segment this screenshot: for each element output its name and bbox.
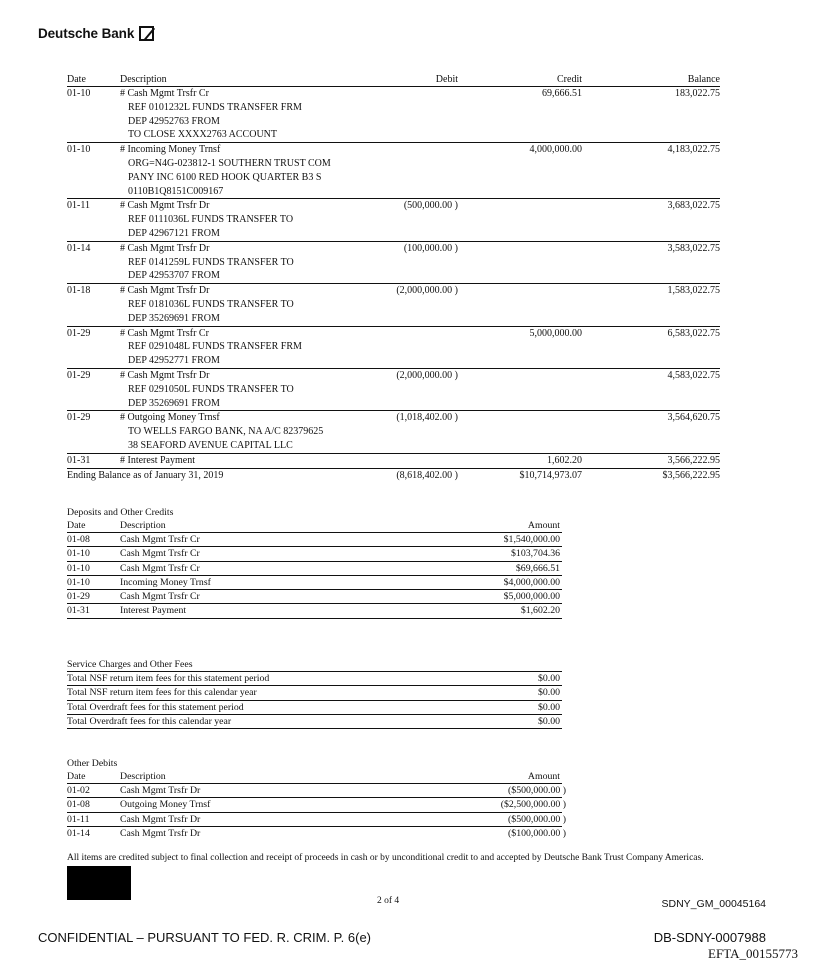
deposit-amount: $103,704.36 [511, 548, 560, 560]
deposits-header-amount: Amount [527, 520, 560, 531]
deposit-amount: $1,602.20 [520, 605, 560, 617]
header-description: Description [120, 74, 167, 85]
transaction-table-header [67, 73, 720, 87]
transaction-balance: 4,583,022.75 [667, 369, 720, 381]
deposit-date: 01-08 [67, 534, 90, 545]
transaction-detail-line: REF 0291050L FUNDS TRANSFER TO [128, 383, 294, 395]
transaction-date: 01-10 [67, 144, 91, 156]
deposits-header [67, 519, 562, 533]
transaction-credit: 69,666.51 [542, 88, 582, 99]
collection-footnote: All items are credited subject to final collection and receipt of proceeds in cash or by unconditional credit to and accepted by Deutsche Bank Trust Company Americas. [67, 853, 704, 863]
transaction-description-block [120, 411, 323, 452]
transaction-detail-line: REF 0291048L FUNDS TRANSFER FRM [128, 341, 302, 353]
other-debit-date: 01-11 [67, 813, 90, 825]
deposits-header-date: Date [67, 520, 86, 531]
transaction-balance: 3,566,222.95 [667, 454, 720, 466]
transaction-detail-line: 38 SEAFORD AVENUE CAPITAL LLC [128, 439, 293, 451]
fee-amount: $0.00 [537, 687, 560, 699]
deposit-date: 01-31 [67, 605, 90, 617]
deposits-title: Deposits and Other Credits [67, 507, 174, 518]
other-debit-date: 01-02 [67, 785, 90, 796]
fees-rows [67, 672, 562, 729]
fee-description: Total Overdraft fees for this statement period [67, 701, 244, 713]
transaction-description-block [120, 87, 302, 142]
transaction-row [67, 199, 720, 241]
transaction-date: 01-29 [67, 369, 91, 381]
transaction-description-block [120, 454, 195, 468]
deposit-row [67, 576, 562, 590]
transaction-debit: (2,000,000.00 ) [396, 369, 458, 381]
transaction-table [67, 73, 720, 483]
fee-description: Total Overdraft fees for this calendar year [67, 715, 232, 727]
efta-number: EFTA_00155773 [708, 946, 798, 961]
ending-debit: (8,618,402.00 ) [396, 469, 458, 481]
transaction-row [67, 411, 720, 453]
deposit-description: Cash Mgmt Trsfr Cr [120, 591, 200, 603]
transaction-debit: (2,000,000.00 ) [396, 285, 458, 297]
transaction-rows [67, 87, 720, 469]
deposit-description: Cash Mgmt Trsfr Cr [120, 562, 200, 574]
other-debit-date: 01-14 [67, 827, 90, 839]
transaction-credit: 1,602.20 [547, 454, 582, 466]
other-debit-description: Cash Mgmt Trsfr Dr [120, 813, 201, 825]
transaction-date: 01-10 [67, 88, 91, 99]
transaction-detail-line: DEP 42952771 FROM [128, 355, 220, 367]
transaction-credit: 4,000,000.00 [529, 144, 582, 156]
other-debit-amount: ($500,000.00 ) [508, 813, 566, 825]
transaction-balance: 3,683,022.75 [667, 200, 720, 212]
other-debit-row [67, 827, 566, 840]
transaction-balance: 1,583,022.75 [667, 285, 720, 297]
fee-row [67, 672, 562, 686]
other-debit-row [67, 784, 566, 798]
transaction-credit: 5,000,000.00 [529, 327, 582, 339]
deposit-date: 01-10 [67, 562, 90, 574]
transaction-date: 01-31 [67, 454, 91, 466]
other-debits-rows [67, 784, 566, 840]
transaction-description-block [120, 143, 331, 198]
other-debit-description: Cash Mgmt Trsfr Dr [120, 827, 201, 839]
other-debit-description: Cash Mgmt Trsfr Dr [120, 785, 201, 796]
fees-table [67, 658, 562, 729]
header-credit: Credit [557, 74, 582, 85]
other-debit-row [67, 813, 566, 827]
deposit-amount: $69,666.51 [515, 562, 560, 574]
bates-number-db-sdny: DB-SDNY-0007988 [653, 930, 766, 945]
fee-row [67, 686, 562, 700]
fee-amount: $0.00 [537, 673, 560, 684]
deposits-rows [67, 533, 562, 619]
fee-amount: $0.00 [537, 701, 560, 713]
header-date: Date [67, 74, 86, 85]
bank-logo [38, 26, 154, 41]
transaction-description: # Cash Mgmt Trsfr Dr [120, 285, 210, 297]
fee-description: Total NSF return item fees for this calendar year [67, 687, 257, 699]
transaction-date: 01-14 [67, 242, 91, 254]
other-debits-header-amount: Amount [527, 771, 560, 782]
other-debit-date: 01-08 [67, 799, 90, 811]
transaction-detail-line: TO CLOSE XXXX2763 ACCOUNT [128, 129, 277, 141]
deposit-row [67, 562, 562, 576]
transaction-detail-line: PANY INC 6100 RED HOOK QUARTER B3 S [128, 171, 322, 183]
other-debits-table [67, 757, 566, 840]
deposit-row [67, 590, 562, 604]
other-debits-title: Other Debits [67, 758, 118, 769]
transaction-detail-line: DEP 42967121 FROM [128, 227, 220, 239]
other-debits-header [67, 770, 562, 784]
transaction-description-block [120, 242, 294, 283]
transaction-description-block [120, 199, 293, 240]
transaction-detail-line: DEP 42953707 FROM [128, 270, 220, 282]
transaction-balance: 3,564,620.75 [667, 412, 720, 424]
other-debit-amount: ($2,500,000.00 ) [500, 799, 566, 811]
transaction-detail-line: DEP 35269691 FROM [128, 312, 220, 324]
fee-amount: $0.00 [537, 715, 560, 727]
deposits-header-description: Description [120, 520, 166, 531]
transaction-description-block [120, 327, 302, 368]
deposits-table [67, 506, 562, 619]
transaction-date: 01-29 [67, 327, 91, 339]
transaction-description-block [120, 369, 294, 410]
transaction-balance: 183,022.75 [675, 88, 720, 99]
transaction-debit: (100,000.00 ) [403, 242, 458, 254]
deposit-description: Incoming Money Trnsf [120, 576, 211, 588]
bank-name: Deutsche Bank [38, 26, 135, 41]
transaction-row [67, 143, 720, 199]
transaction-debit: (500,000.00 ) [403, 200, 458, 212]
other-debit-amount: ($500,000.00 ) [508, 785, 566, 796]
transaction-row [67, 87, 720, 143]
transaction-detail-line: DEP 35269691 FROM [128, 397, 220, 409]
deposit-amount: $1,540,000.00 [503, 534, 560, 545]
transaction-description-block [120, 284, 294, 325]
transaction-balance: 6,583,022.75 [667, 327, 720, 339]
fees-title: Service Charges and Other Fees [67, 658, 562, 672]
transaction-balance: 4,183,022.75 [667, 144, 720, 156]
ending-credit: $10,714,973.07 [519, 469, 582, 481]
transaction-debit: (1,018,402.00 ) [396, 412, 458, 424]
other-debit-amount: ($100,000.00 ) [508, 827, 566, 839]
deposit-row [67, 533, 562, 547]
fee-description: Total NSF return item fees for this statement period [67, 673, 270, 684]
transaction-detail-line: ORG=N4G-023812-1 SOUTHERN TRUST COM [128, 157, 331, 169]
db-slash-logo-icon [139, 26, 154, 41]
fee-row [67, 715, 562, 729]
transaction-description: # Interest Payment [120, 454, 195, 466]
redaction-box [67, 866, 131, 900]
deposit-date: 01-10 [67, 548, 90, 560]
transaction-row [67, 369, 720, 411]
confidential-notice: CONFIDENTIAL – PURSUANT TO FED. R. CRIM. P. 6(e) [38, 930, 372, 945]
deposit-row [67, 547, 562, 561]
deposit-row [67, 604, 562, 618]
fee-row [67, 701, 562, 715]
deposit-description: Interest Payment [120, 605, 187, 617]
ending-balance-label: Ending Balance as of January 31, 2019 [67, 469, 224, 481]
ending-balance-row [67, 469, 720, 483]
transaction-balance: 3,583,022.75 [667, 242, 720, 254]
other-debit-row [67, 798, 566, 812]
transaction-date: 01-18 [67, 285, 91, 297]
deposit-description: Cash Mgmt Trsfr Cr [120, 548, 200, 560]
other-debits-header-date: Date [67, 771, 86, 782]
transaction-description: # Incoming Money Trnsf [120, 144, 221, 156]
transaction-description: # Outgoing Money Trnsf [120, 412, 220, 424]
other-debits-header-description: Description [120, 771, 166, 782]
transaction-detail-line: REF 0141259L FUNDS TRANSFER TO [128, 256, 294, 268]
ending-balance: $3,566,222.95 [662, 469, 720, 481]
transaction-row [67, 454, 720, 469]
deposit-date: 01-29 [67, 591, 90, 603]
transaction-detail-line: TO WELLS FARGO BANK, NA A/C 82379625 [128, 426, 324, 438]
transaction-detail-line: REF 0111036L FUNDS TRANSFER TO [128, 214, 294, 226]
transaction-row [67, 242, 720, 284]
deposit-description: Cash Mgmt Trsfr Cr [120, 534, 200, 545]
header-debit: Debit [435, 74, 458, 85]
transaction-date: 01-29 [67, 412, 91, 424]
transaction-description: # Cash Mgmt Trsfr Dr [120, 200, 210, 212]
transaction-row [67, 284, 720, 326]
transaction-description: # Cash Mgmt Trsfr Dr [120, 242, 210, 254]
deposit-amount: $5,000,000.00 [503, 591, 560, 603]
deposit-amount: $4,000,000.00 [503, 576, 560, 588]
transaction-detail-line: DEP 42952763 FROM [128, 115, 220, 127]
transaction-description: # Cash Mgmt Trsfr Dr [120, 369, 210, 381]
transaction-row [67, 327, 720, 369]
transaction-detail-line: REF 0101232L FUNDS TRANSFER FRM [128, 101, 302, 113]
header-balance: Balance [687, 74, 720, 85]
bates-number-sdny-gm: SDNY_GM_00045164 [661, 898, 766, 910]
transaction-description: # Cash Mgmt Trsfr Cr [120, 327, 209, 339]
deposit-date: 01-10 [67, 576, 90, 588]
transaction-detail-line: 0110B1Q8151C009167 [128, 185, 224, 197]
transaction-detail-line: REF 0181036L FUNDS TRANSFER TO [128, 298, 294, 310]
other-debit-description: Outgoing Money Trnsf [120, 799, 211, 811]
transaction-date: 01-11 [67, 200, 90, 212]
page-number: 2 of 4 [377, 896, 400, 906]
transaction-description: # Cash Mgmt Trsfr Cr [120, 88, 209, 99]
